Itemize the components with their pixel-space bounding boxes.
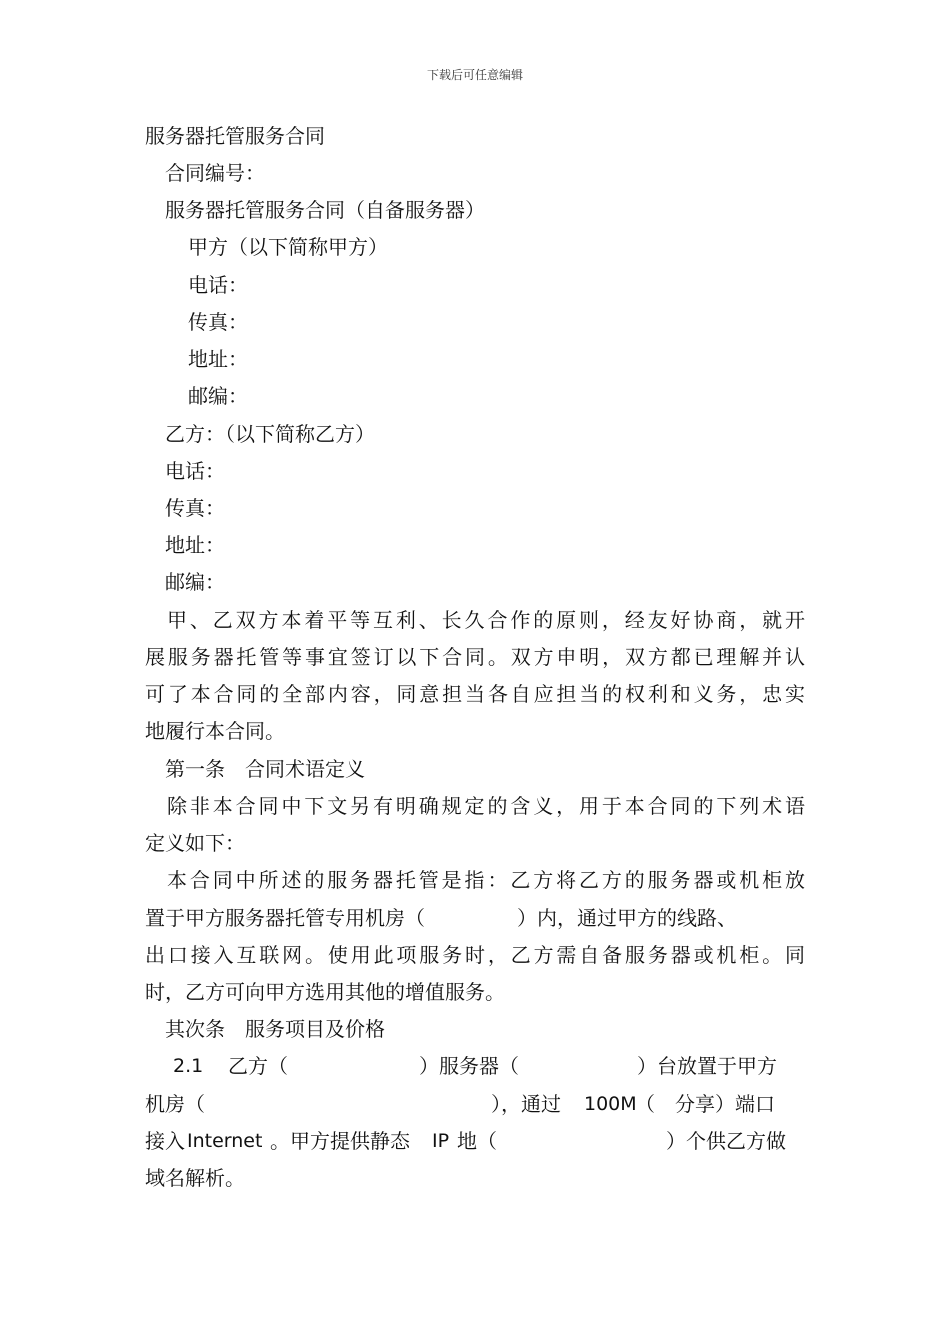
article-1-heading: 第一条 合同术语定义	[165, 757, 365, 781]
intro-line: 可了本合同的全部内容，同意担当各自应担当的权利和义务，忠实	[145, 682, 805, 706]
hosting-definition-line	[145, 904, 805, 932]
item-2-1-line: 域名解析。	[145, 1166, 245, 1190]
text-fragment: （ 分享）端口	[635, 1092, 775, 1116]
text-fragment: IP	[432, 1130, 450, 1152]
article-1-paragraph-line: 定义如下：	[145, 831, 245, 855]
text-fragment: ）服务器（	[419, 1054, 519, 1078]
intro-line: 展服务器托管等事宜签订以下合同。双方申明，双方都已理解并认	[145, 645, 805, 669]
contract-number: 合同编号：	[165, 161, 265, 185]
contract-subtitle: 服务器托管服务合同（自备服务器）	[165, 198, 485, 222]
hosting-definition-line: 出口接入互联网。使用此项服务时，乙方需自备服务器或机柜。同	[145, 943, 805, 967]
text-fragment: ），通过	[491, 1092, 561, 1116]
party-b-address: 地址：	[165, 533, 225, 557]
party-b-postcode: 邮编：	[165, 570, 225, 594]
text-fragment: 置于甲方服务器托管专用机房（	[145, 906, 425, 930]
item-number: 2.1	[173, 1055, 204, 1077]
page-header: 下载后可任意编辑	[426, 68, 523, 82]
party-a-label: 甲方（以下简称甲方）	[188, 235, 388, 259]
party-a-fax: 传真：	[188, 310, 248, 334]
party-b-fax: 传真：	[165, 496, 225, 520]
party-b-phone: 电话：	[165, 459, 225, 483]
text-fragment: ）内，通过甲方的线路、	[517, 906, 737, 930]
text-fragment: 乙方（	[228, 1054, 288, 1078]
party-a-phone: 电话：	[188, 273, 248, 297]
hosting-definition-line: 本合同中所述的服务器托管是指：乙方将乙方的服务器或机柜放	[167, 868, 805, 892]
article-2-heading: 其次条 服务项目及价格	[165, 1017, 385, 1041]
party-a-postcode: 邮编：	[188, 384, 248, 408]
hosting-definition-line: 时，乙方可向甲方选用其他的增值服务。	[145, 980, 505, 1004]
text-fragment: 接入	[145, 1129, 185, 1153]
intro-line: 地履行本合同。	[145, 719, 285, 743]
party-a-address: 地址：	[188, 347, 248, 371]
party-b-label: 乙方：（以下简称乙方）	[165, 422, 375, 446]
text-fragment: Internet	[187, 1130, 263, 1152]
article-1-paragraph-line: 除非本合同中下文另有明确规定的含义，用于本合同的下列术语	[167, 794, 805, 818]
text-fragment: 100M	[584, 1093, 637, 1115]
intro-line: 甲、乙双方本着平等互利、长久合作的原则，经友好协商，就开	[167, 608, 805, 632]
text-fragment: ）台放置于甲方	[637, 1054, 777, 1078]
text-fragment: 。甲方提供静态	[270, 1129, 410, 1153]
document-title: 服务器托管服务合同	[145, 124, 325, 148]
text-fragment: ）个供乙方做	[666, 1129, 786, 1153]
text-fragment: 地（	[457, 1129, 497, 1153]
text-fragment: 机房（	[145, 1092, 205, 1116]
